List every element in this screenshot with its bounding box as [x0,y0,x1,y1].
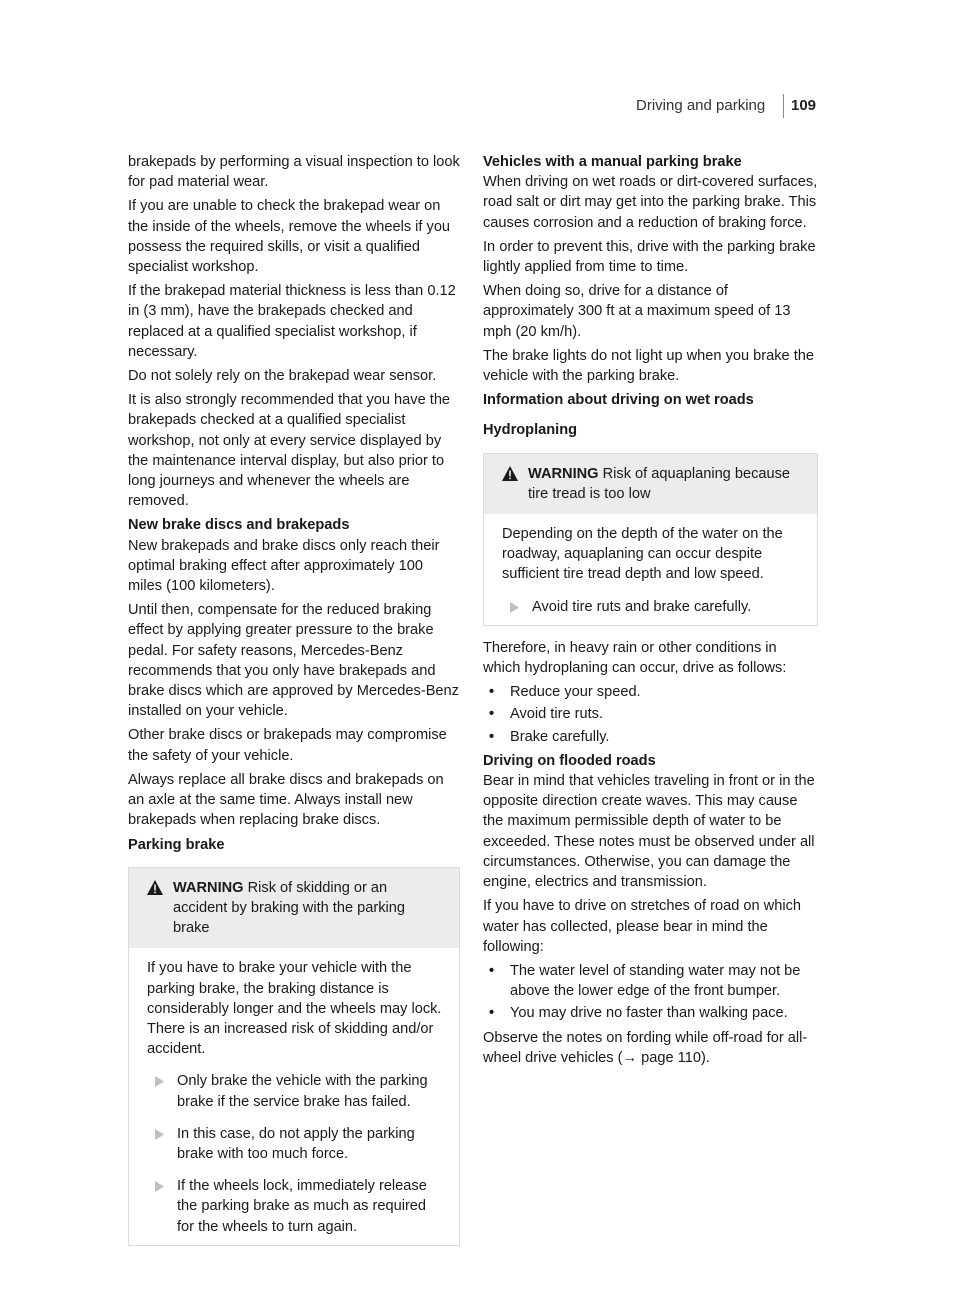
arrow-right-icon [151,1124,171,1164]
instruction-step [506,597,803,617]
page-header [0,96,960,118]
bullet-icon: • [489,1005,495,1022]
paragraph: Until then, compensate for the reduced braking effect by applying greater pressure to the brake pedal. For safety reasons, Mercedes-Benz recommends that you only have brakepads and brake discs which are approved by Mercedes-Benz installed on your vehicle. [128,602,459,720]
section-heading: Information about driving on wet roads [483,392,754,409]
paragraph: Always replace all brake discs and brakepads on an axle at the same time. Always install new brakepads when replacing brake discs. [128,771,444,829]
list-item: • You may drive no faster than walking pace. [483,1003,818,1023]
step-text: Avoid tire ruts and brake carefully. [532,598,752,615]
paragraph: Other brake discs or brakepads may compromise the safety of your vehicle. [128,727,447,764]
paragraph: The brake lights do not light up when you brake the vehicle with the parking brake. [483,347,815,385]
paragraph: If you are unable to check the brakepad wear on the inside of the wheels, remove the wheels if you possess the required skills, or visit a qualified specialist workshop. [128,198,451,276]
warning-body [484,514,817,625]
right-column [483,152,818,1072]
cross-reference-paragraph: Observe the notes on fording while off-road for all-wheel drive vehicles (→ page 110). [483,1029,808,1066]
list-item: • Reduce your speed. [483,682,818,702]
list-item: • The water level of standing water may not be above the lower edge of the front bumper. [483,961,818,1001]
warning-text: If you have to brake your vehicle with the parking brake, the braking distance is considerably longer and the wheels may lock. There is an increased risk of skidding and/or accident. [147,960,442,1058]
bullet-icon: • [489,728,495,745]
section-heading: Parking brake [128,836,225,853]
bullet-list [483,682,818,747]
warning-label: WARNING [173,879,244,896]
paragraph: If the brakepad material thickness is less than 0.12 in (3 mm), have the brakepads checked and replaced at a qualified specialist workshop, if necessary. [128,283,456,360]
bullet-icon: • [489,684,495,701]
arrow-right-icon [151,1071,171,1111]
left-column [128,152,460,1258]
paragraph: If you have to drive on stretches of road on which water has collected, please bear in mind the following: [483,898,801,955]
warning-title: Risk of skidding or an accident by braking with the parking brake [173,879,406,937]
bullet-icon: • [489,706,495,723]
paragraph: When driving on wet roads or dirt-covered surfaces, road salt or dirt may get into the parking brake. This causes corrosion and a reduction of braking force. [483,174,818,231]
bullet-list [483,961,818,1024]
warning-box [483,453,818,626]
arrow-right-icon [506,597,526,617]
step-text: If the wheels lock, immediately release the parking brake as much as required for the wheels to turn again. [177,1178,427,1235]
warning-text: Depending on the depth of the water on the roadway, aquaplaning can occur despite sufficient tire tread depth and low speed. [502,526,783,583]
paragraph: It is also strongly recommended that you have the brakepads checked at a qualified specialist workshop, not only at every service displayed by the maintenance interval display, but also prior to long journeys and whenever the wheels are removed. [128,392,451,510]
section-title: Driving and parking [636,97,766,114]
instruction-step [151,1071,445,1111]
warning-body [129,948,459,1244]
paragraph: Bear in mind that vehicles traveling in front or in the opposite direction create waves. This may cause the maximum permissible depth of water to be exceeded. These notes must be observed under all circumstances. Otherwise, you can damage the engine, electrics and transmission. [483,773,815,891]
paragraph: brakepads by performing a visual inspection to look for pad material wear. [128,154,460,191]
warning-triangle-icon [147,878,173,939]
warning-header [484,454,817,514]
paragraph: Do not solely rely on the brakepad wear sensor. [128,368,437,385]
step-text: Only brake the vehicle with the parking brake if the service brake has failed. [177,1073,428,1110]
arrow-right-icon [151,1176,171,1237]
warning-triangle-icon [502,464,528,504]
step-text: In this case, do not apply the parking brake with too much force. [177,1125,415,1162]
paragraph: New brakepads and brake discs only reach their optimal braking effect after approximately 100 miles (100 kilometers). [128,537,440,595]
instruction-step [151,1176,445,1237]
list-item: • Avoid tire ruts. [483,704,818,724]
instruction-step [151,1124,445,1164]
section-heading: New brake discs and brakepads [128,517,350,534]
paragraph: When doing so, drive for a distance of approximately 300 ft at a maximum speed of 13 mph (20 km/h). [483,283,791,340]
bullet-icon: • [489,962,495,979]
paragraph: In order to prevent this, drive with the parking brake lightly applied from time to time. [483,238,816,276]
warning-label: WARNING [528,465,599,482]
header-divider [783,94,784,118]
list-item: • Brake carefully. [483,727,818,747]
section-heading: Driving on flooded roads [483,752,656,769]
warning-header [129,868,459,949]
page-number: 109 [791,97,817,114]
paragraph: Therefore, in heavy rain or other conditions in which hydroplaning can occur, drive as follows: [483,639,787,677]
section-heading: Vehicles with a manual parking brake [483,154,742,170]
warning-title: Risk of aquaplaning because tire tread is too low [528,465,791,502]
warning-box [128,867,460,1246]
section-heading: Hydroplaning [483,422,578,439]
